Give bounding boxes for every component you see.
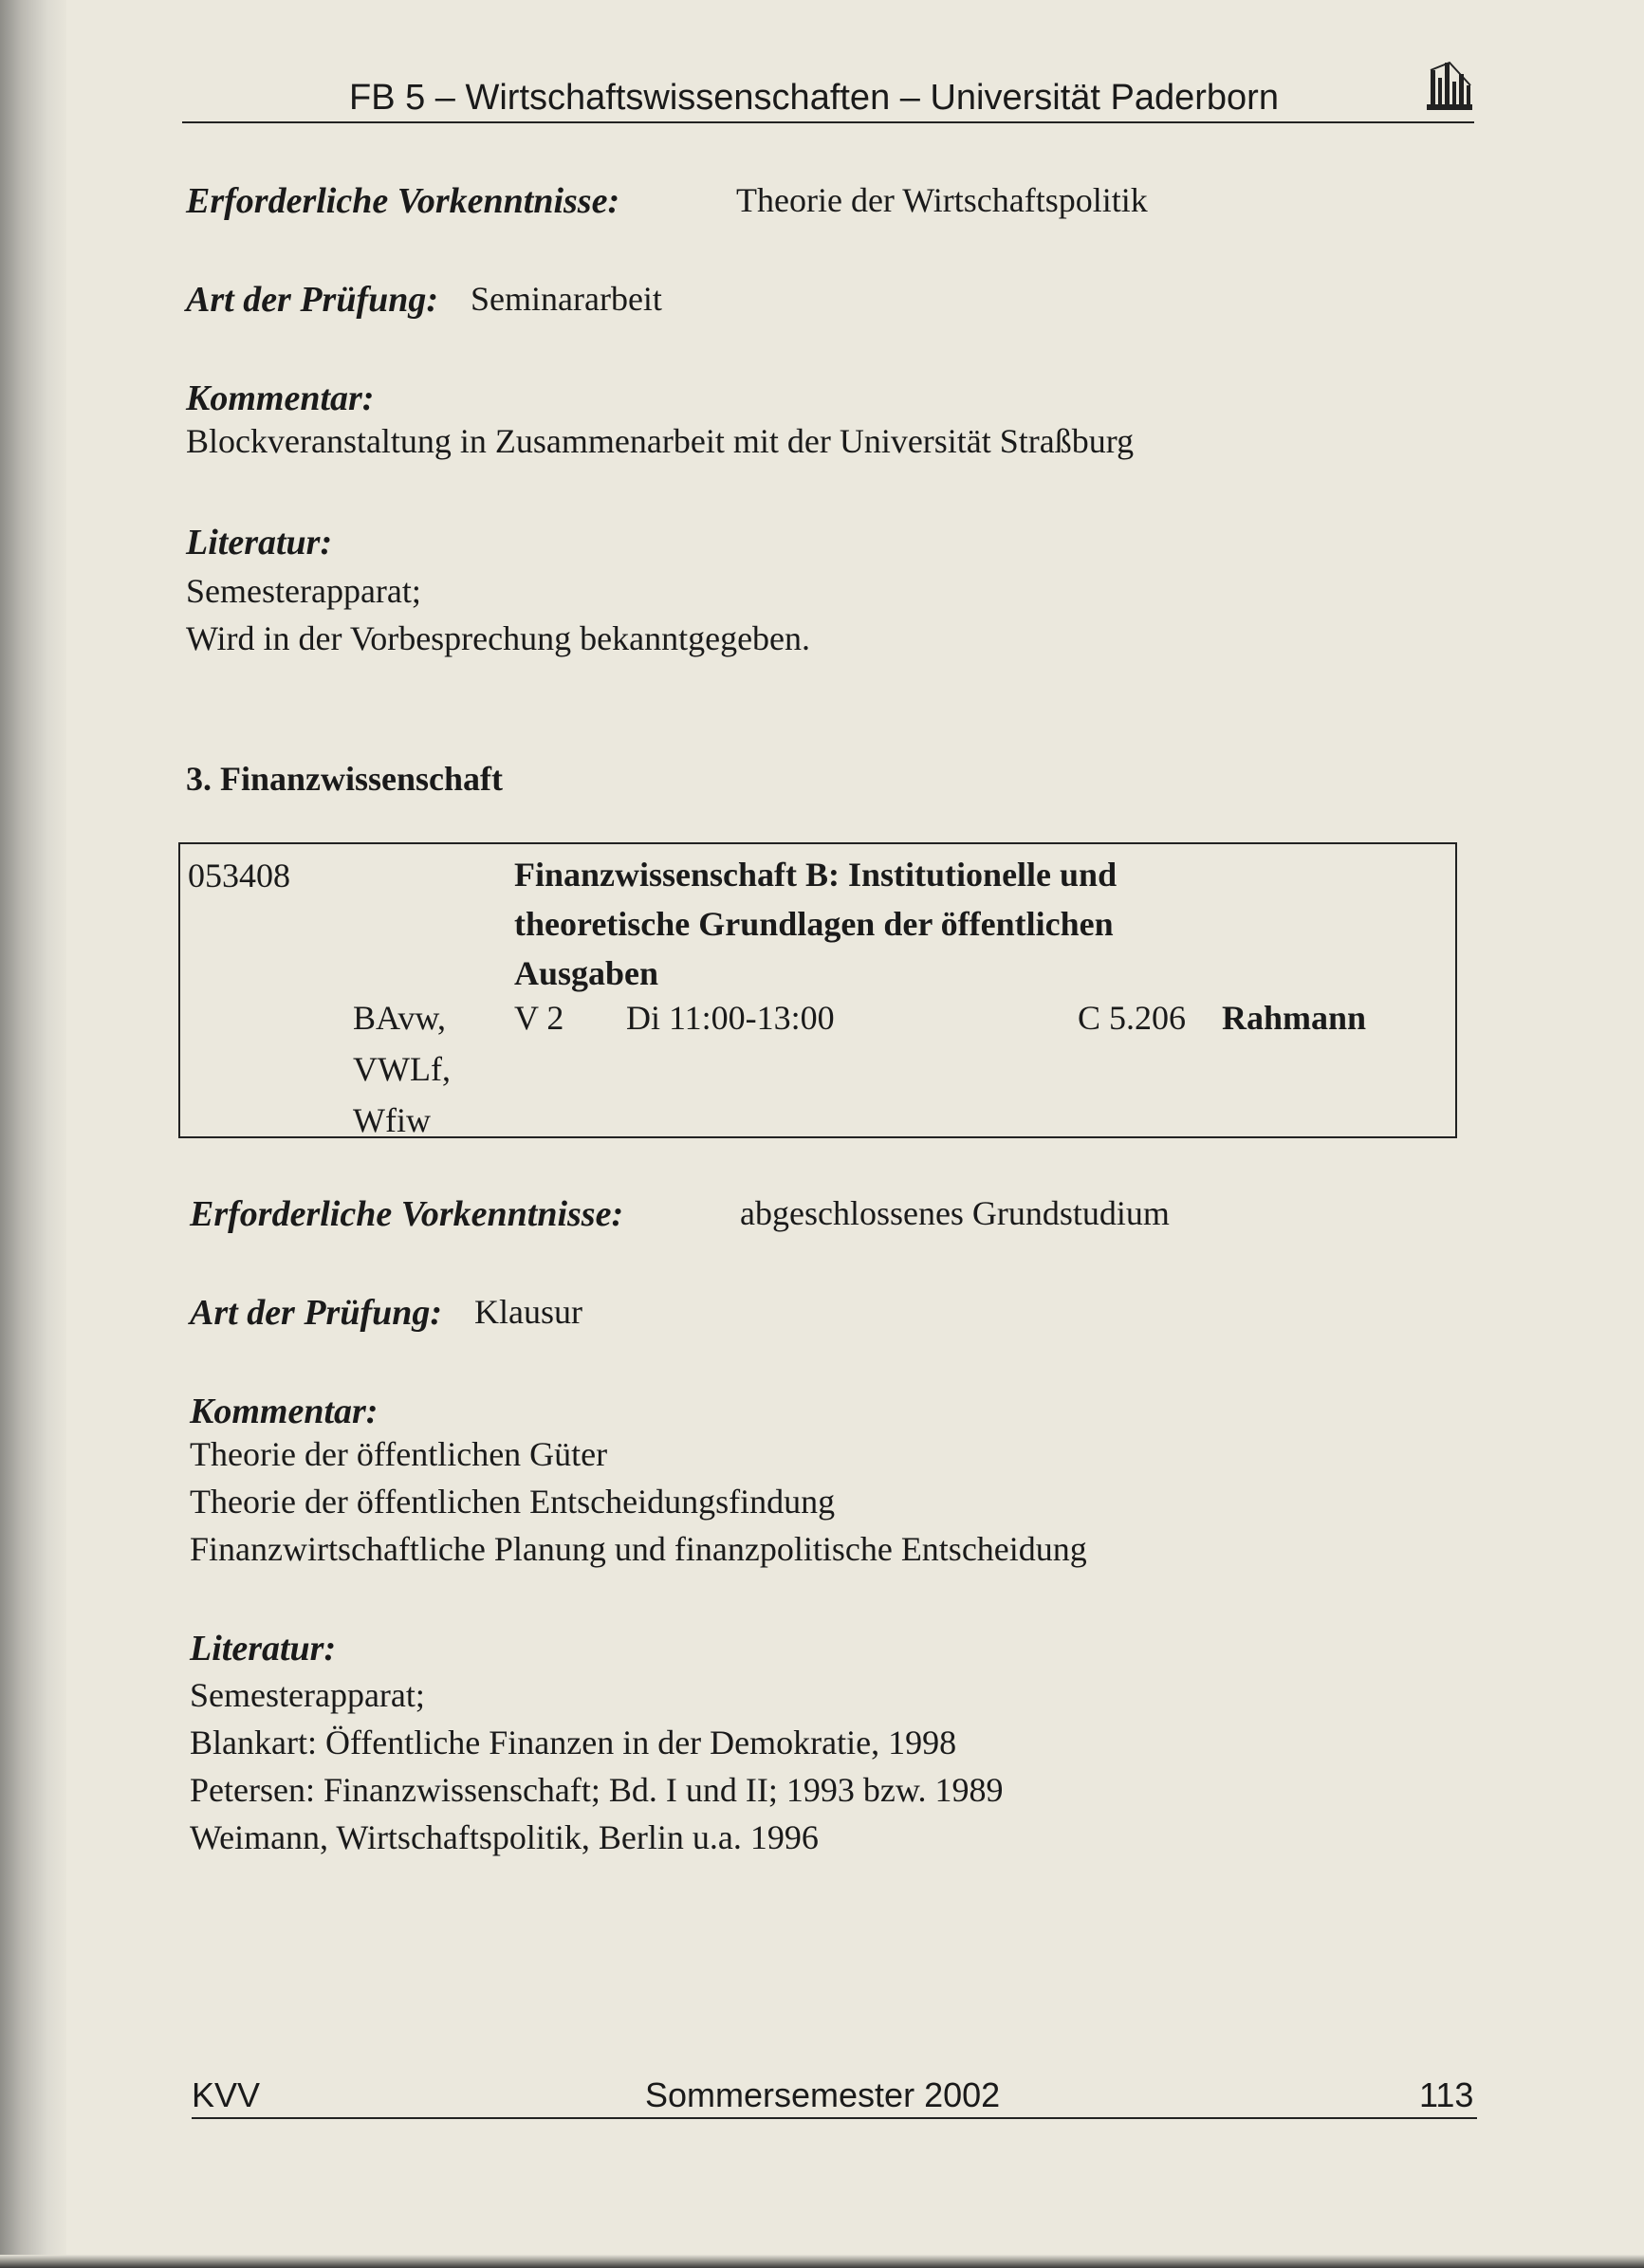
exam-label-prev: Art der Prüfung: [186, 280, 439, 320]
course-title-line-1: Finanzwissenschaft B: Institutionelle und [514, 856, 1118, 894]
comment-label-prev: Kommentar: [186, 378, 375, 418]
literature-line-3: Petersen: Finanzwissenschaft; Bd. I und II; 1993 bzw. 1989 [190, 1771, 1004, 1809]
exam-value: Klausur [474, 1293, 582, 1331]
course-title-line-3: Ausgaben [514, 954, 659, 992]
course-time: Di 11:00-13:00 [626, 999, 835, 1037]
course-title-line-2: theoretische Grundlagen der öffentlichen [514, 905, 1114, 943]
course-program-2: VWLf, [353, 1050, 451, 1088]
page-bottom-shadow [0, 2255, 1644, 2268]
header-rule [182, 121, 1474, 123]
course-type: V 2 [514, 999, 564, 1037]
university-logo-icon [1425, 57, 1474, 114]
footer-rule [192, 2117, 1477, 2119]
prereq-label-prev: Erforderliche Vorkenntnisse: [186, 181, 620, 221]
literature-line-1: Semesterapparat; [190, 1676, 425, 1714]
literature-line-4: Weimann, Wirtschaftspolitik, Berlin u.a. 1996 [190, 1818, 819, 1856]
literature-label-prev: Literatur: [186, 523, 333, 562]
literature-line-prev-2: Wird in der Vorbesprechung bekanntgegeben. [186, 619, 811, 657]
footer-center: Sommersemester 2002 [645, 2075, 1001, 2114]
footer-left: KVV [192, 2075, 261, 2114]
course-program-3: Wfiw [353, 1101, 431, 1139]
literature-line-prev-1: Semesterapparat; [186, 572, 421, 610]
comment-line-prev: Blockveranstaltung in Zusammenarbeit mit der Universität Straßburg [186, 422, 1135, 460]
literature-label: Literatur: [190, 1629, 337, 1669]
course-lecturer: Rahmann [1222, 999, 1367, 1037]
course-number: 053408 [188, 857, 290, 894]
page-number: 113 [1419, 2075, 1474, 2114]
page-header-title: FB 5 – Wirtschaftswissenschaften – Universität Paderborn [349, 78, 1279, 118]
course-program-1: BAvw, [353, 999, 446, 1037]
literature-line-2: Blankart: Öffentliche Finanzen in der Demokratie, 1998 [190, 1724, 957, 1761]
section-heading: 3. Finanzwissenschaft [186, 760, 504, 798]
comment-line-2: Theorie der öffentlichen Entscheidungsfindung [190, 1483, 836, 1521]
book-spine-shadow [0, 0, 66, 2268]
course-title [514, 850, 1117, 998]
exam-label: Art der Prüfung: [190, 1293, 443, 1333]
comment-label: Kommentar: [190, 1392, 379, 1431]
prereq-value-prev: Theorie der Wirtschaftspolitik [736, 181, 1148, 219]
course-room: C 5.206 [1078, 999, 1187, 1037]
prereq-value: abgeschlossenes Grundstudium [740, 1194, 1170, 1232]
comment-line-3: Finanzwirtschaftliche Planung und finanzpolitische Entscheidung [190, 1530, 1087, 1568]
exam-value-prev: Seminararbeit [471, 280, 662, 318]
prereq-label: Erforderliche Vorkenntnisse: [190, 1194, 624, 1234]
comment-line-1: Theorie der öffentlichen Güter [190, 1435, 608, 1473]
